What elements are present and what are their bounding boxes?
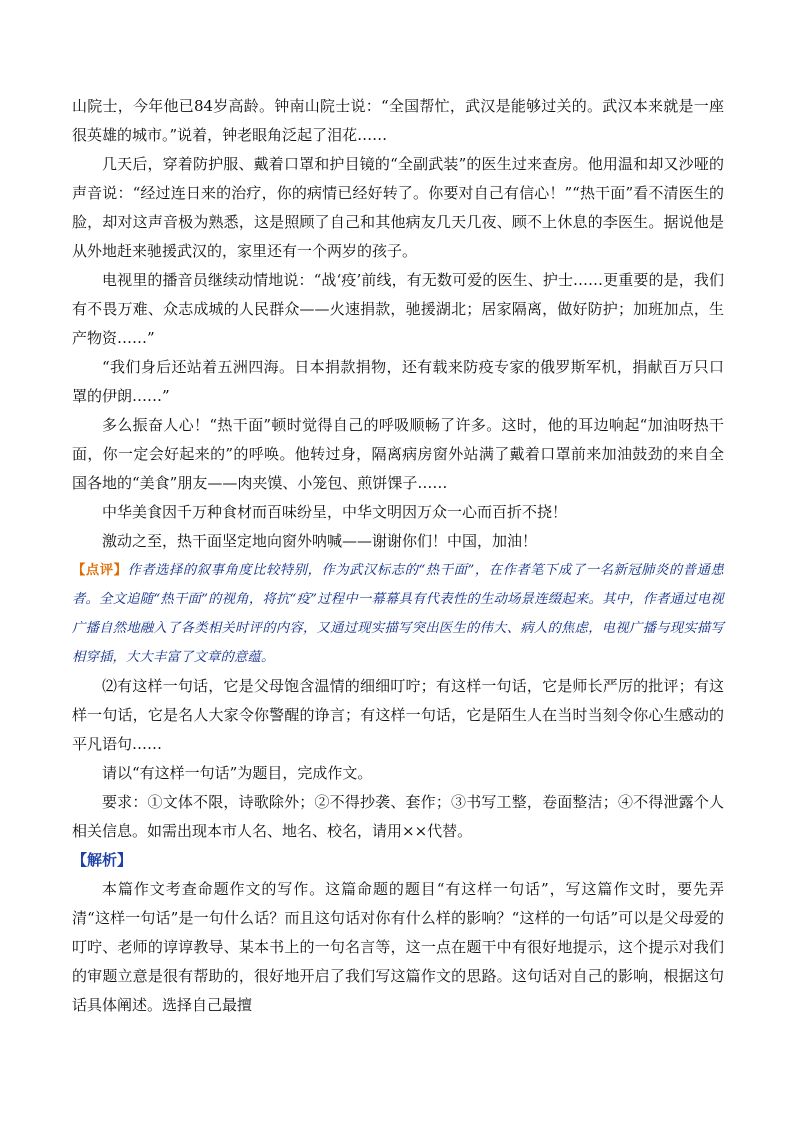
essay-paragraph-5: 多么振奋人心！“热干面”顿时觉得自己的呼吸顺畅了许多。这时，他的耳边响起“加油呀热干面，你一定会好起来的”的呼唤。他转过身，隔离病房窗外站满了戴着口罩前来加油鼓劲的来自全国各地的“美食”朋友——肉夹馍、小笼包、煎饼馃子…… (72, 416, 724, 492)
essay-paragraph-7: 激动之至，热干面坚定地向窗外呐喊——谢谢你们！中国，加油！ (102, 532, 538, 550)
comment-text: 作者选择的叙事角度比较特别，作为武汉标志的“热干面”，在作者笔下成了一名新冠肺炎的普通患者。全文追随“热干面”的视角，将抗“疫”过程中一幕幕具有代表性的生动场景连缀起来。其中，作者通过电视广播自然地融入了各类相关时评的内容，又通过现实描写突出医生的伟大、病人的焦虑，电视广播与现实描写相穿插，大大丰富了文章的意蕴。 (72, 563, 724, 665)
question-requirements: 要求：①文体不限，诗歌除外；②不得抄袭、套作；③书写工整，卷面整洁；④不得泄露个人相关信息。如需出现本市人名、地名、校名，请用××代替。 (72, 793, 724, 840)
question-prompt: ⑵有这样一句话，它是父母饱含温情的细细叮咛；有这样一句话，它是师长严厉的批评；有这样一句话，它是名人大家令你警醒的诤言；有这样一句话，它是陌生人在当时当刻令你心生感动的平凡语句…… (72, 677, 724, 753)
essay-paragraph-1: 山院士，今年他已84岁高龄。钟南山院士说：“全国帮忙，武汉是能够过关的。武汉本来就是一座很英雄的城市。”说着，钟老眼角泛起了泪花…… (72, 97, 724, 144)
comment-tag: 【点评】 (72, 563, 128, 578)
analysis-text: 本篇作文考查命题作文的写作。这篇命题的题目“有这样一句话”，写这篇作文时，要先弄清“这样一句话”是一句什么话？而且这句话对你有什么样的影响？“这样的一句话”可以是父母爱的叮咛、老师的谆谆教导、某本书上的一句名言等，这一点在题干中有很好地提示，这个提示对我们的审题立意是很有帮助的，很好地开启了我们写这篇作文的思路。这句话对自己的影响，根据这句话具体阐述。选择自己最擅 (72, 880, 724, 1014)
essay-paragraph-3: 电视里的播音员继续动情地说：“战‘疫’前线，有无数可爱的医生、护士……更重要的是，我们有不畏万难、众志成城的人民群众——火速捐款，驰援湖北；居家隔离，做好防护；加班加点，生产物资……” (72, 271, 724, 347)
analysis-label: 【解析】 (72, 851, 133, 869)
essay-paragraph-4: “我们身后还站着五洲四海。日本捐款捐物，还有载来防疫专家的俄罗斯军机，捐献百万只口罩的伊朗……” (72, 358, 724, 405)
comment-block (72, 556, 724, 672)
essay-paragraph-6: 中华美食因千万种食材而百味纷呈，中华文明因万众一心而百折不挠！ (102, 503, 568, 521)
document-body (72, 92, 724, 1020)
question-instruction: 请以“有这样一句话”为题目，完成作文。 (102, 764, 373, 782)
essay-paragraph-2: 几天后，穿着防护服、戴着口罩和护目镜的“全副武装”的医生过来查房。他用温和却又沙哑的声音说：“经过连日来的治疗，你的病情已经好转了。你要对自己有信心！”“热干面”看不清医生的脸，却对这声音极为熟悉，这是照顾了自己和其他病友几天几夜、顾不上休息的李医生。据说他是从外地赶来驰援武汉的，家里还有一个两岁的孩子。 (72, 155, 724, 260)
